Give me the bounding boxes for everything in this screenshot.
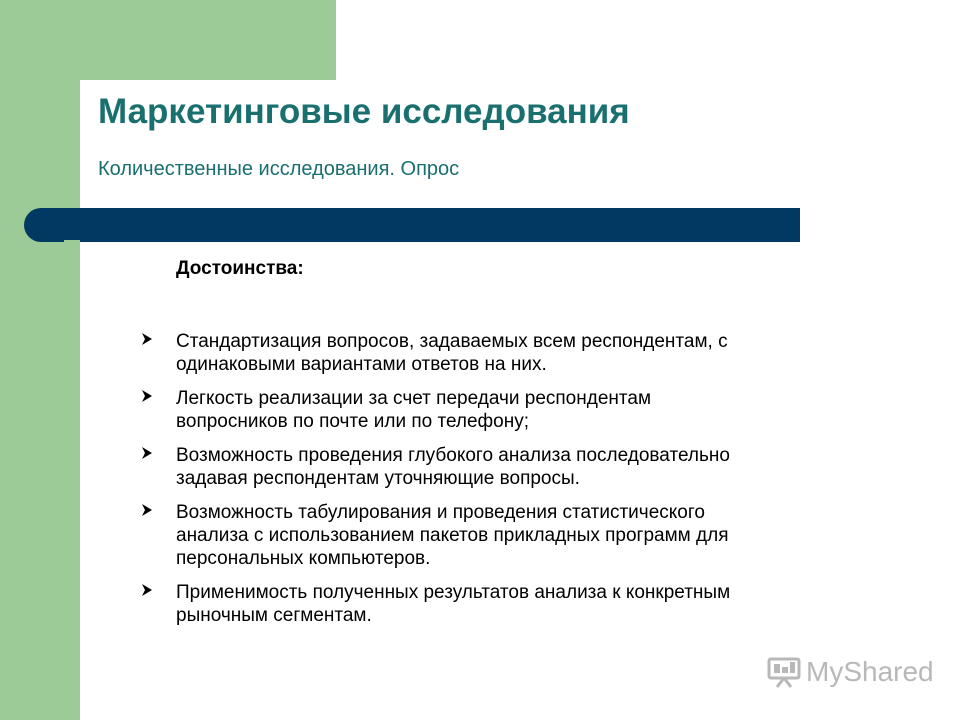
- list-item: [140, 330, 900, 376]
- item-line: анализа с использованием пакетов прикладных программ для: [176, 525, 729, 546]
- item-line: Легкость реализации за счет передачи респондентам: [176, 388, 652, 409]
- list-item: [140, 581, 900, 627]
- presentation-board-icon: [766, 656, 802, 688]
- advantages-heading: Достоинства:: [176, 258, 304, 279]
- item-line: рыночным сегментам.: [176, 605, 372, 626]
- item-line: одинаковыми вариантами ответов на них.: [176, 354, 547, 375]
- arrow-bullet-icon: [140, 389, 154, 403]
- item-line: вопросников по почте или по телефону;: [176, 411, 530, 432]
- list-item: [140, 387, 900, 433]
- slide-title: Маркетинговые исследования: [98, 92, 630, 131]
- item-line: Возможность табулирования и проведения статистического: [176, 502, 705, 523]
- item-line: задавая респондентам уточняющие вопросы.: [176, 468, 580, 489]
- arrow-bullet-icon: [140, 446, 154, 460]
- item-line: Возможность проведения глубокого анализа последовательно: [176, 445, 730, 466]
- item-line: персональных компьютеров.: [176, 548, 431, 569]
- watermark: [766, 656, 934, 688]
- green-side-panel: [0, 0, 80, 720]
- arrow-bullet-icon: [140, 332, 154, 346]
- divider-notch: [64, 240, 80, 244]
- green-top-panel: [0, 0, 336, 80]
- list-item: [140, 444, 900, 490]
- item-line: Применимость полученных результатов анализа к конкретным: [176, 582, 731, 603]
- slide-subtitle: Количественные исследования. Опрос: [98, 158, 460, 180]
- title-divider-bar: [24, 208, 800, 242]
- watermark-text: MyShared: [806, 656, 934, 687]
- item-line: Стандартизация вопросов, задаваемых всем респондентам, с: [176, 331, 728, 352]
- list-item: [140, 501, 900, 570]
- advantages-list: [140, 330, 900, 638]
- arrow-bullet-icon: [140, 503, 154, 517]
- arrow-bullet-icon: [140, 583, 154, 597]
